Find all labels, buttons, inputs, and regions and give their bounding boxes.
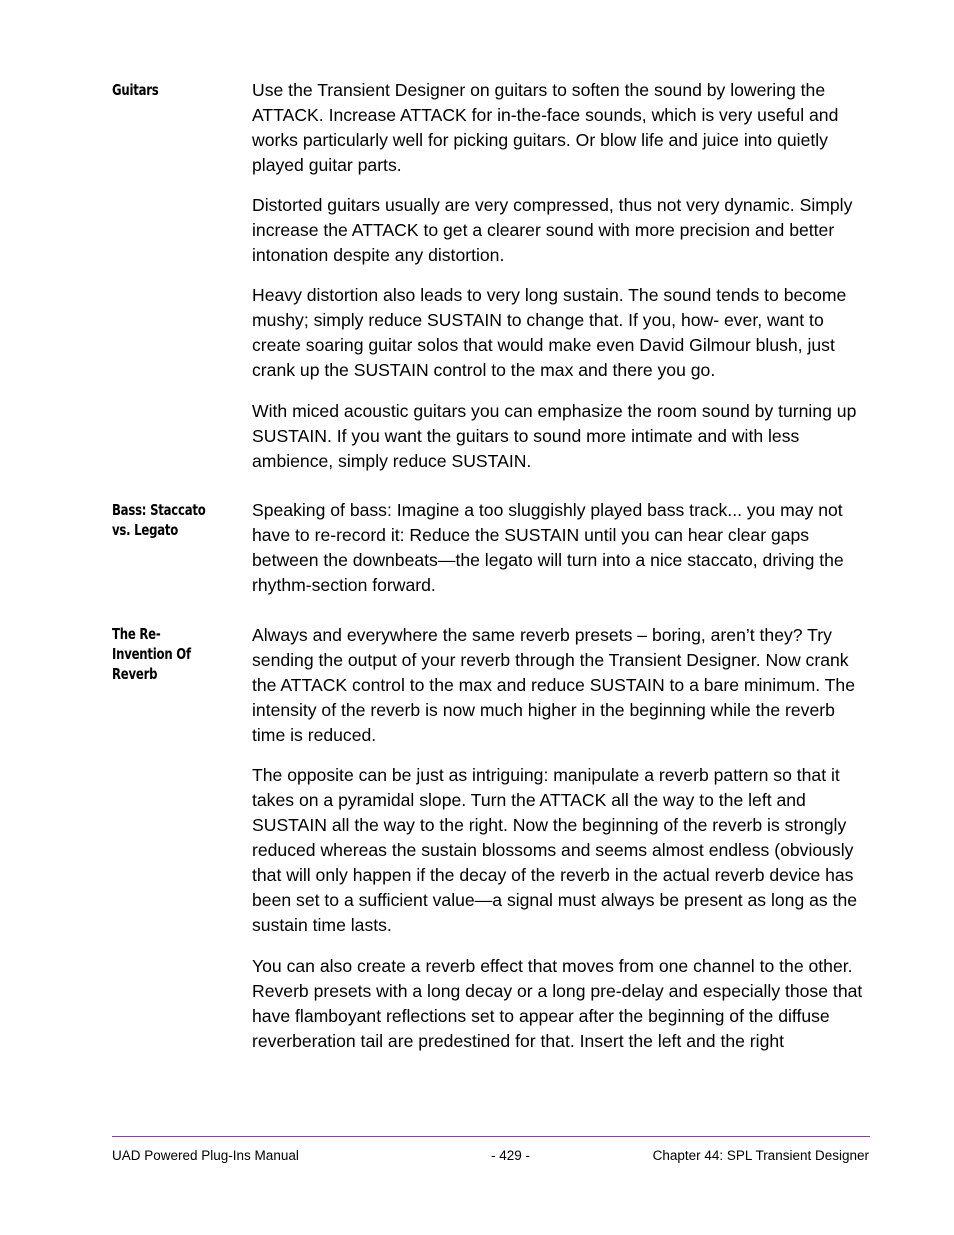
section-heading-bass: Bass: Staccato vs. Legato <box>112 501 206 539</box>
footer-divider <box>112 1136 870 1137</box>
reverb-paragraph-3: You can also create a reverb effect that moves from one channel to the other. Reverb presets with a long decay or a long pre-delay and especially those that have flamboyant reflections set to appear after the beginning of the diffuse reverberation tail are predestined for that. Insert the left and the right <box>252 956 863 1051</box>
guitars-paragraph-1: Use the Transient Designer on guitars to soften the sound by lowering the ATTACK. Increase ATTACK for in-the-face sounds, which is very useful and works particularly well for picking guitars. Or blow life and juice into quietly played guitar parts. <box>252 80 839 175</box>
guitars-paragraph-4: With miced acoustic guitars you can emphasize the room sound by turning up SUSTAIN. If you want the guitars to sound more intimate and with less ambience, simply reduce SUSTAIN. <box>252 401 857 471</box>
footer-manual-title: UAD Powered Plug-Ins Manual <box>112 1148 299 1163</box>
reverb-paragraph-2: The opposite can be just as intriguing: manipulate a reverb pattern so that it takes on a pyramidal slope. Turn the ATTACK all the way to the left and SUSTAIN all the way to the right. Now the beginning of the reverb is strongly reduced whereas the sustain blossoms and seems almost endless (obviously that will only happen if the decay of the reverb in the actual reverb device has been set to a sufficient value—a signal must always be present as long as the sustain time lasts. <box>252 765 858 935</box>
guitars-paragraph-3: Heavy distortion also leads to very long sustain. The sound tends to become mushy; simply reduce SUSTAIN to change that. If you, how- ever, want to create soaring guitar solos that would make even David Gilmour blush, just crank up the SUSTAIN control to the max and there you go. <box>252 285 847 380</box>
footer-page-number: - 429 - <box>491 1148 531 1163</box>
bass-paragraph-1: Speaking of bass: Imagine a too sluggishly played bass track... you may not have to re-record it: Reduce the SUSTAIN until you can hear clear gaps between the downbeats—the legato will turn into a nice staccato, driving the rhythm-section forward. <box>252 500 844 595</box>
guitars-paragraph-2: Distorted guitars usually are very compressed, thus not very dynamic. Simply increase the ATTACK to get a clearer sound with more precision and better intonation despite any distortion. <box>252 195 853 265</box>
footer-chapter-title: Chapter 44: SPL Transient Designer <box>652 1148 869 1163</box>
section-heading-guitars: Guitars <box>112 81 159 99</box>
section-heading-reverb: The Re-Invention Of Reverb <box>112 625 191 683</box>
reverb-paragraph-1: Always and everywhere the same reverb presets – boring, aren’t they? Try sending the output of your reverb through the Transient Designer. Now crank the ATTACK control to the max and reduce SUSTAIN to a bare minimum. The intensity of the reverb is now much higher in the beginning while the reverb time is reduced. <box>252 625 856 745</box>
